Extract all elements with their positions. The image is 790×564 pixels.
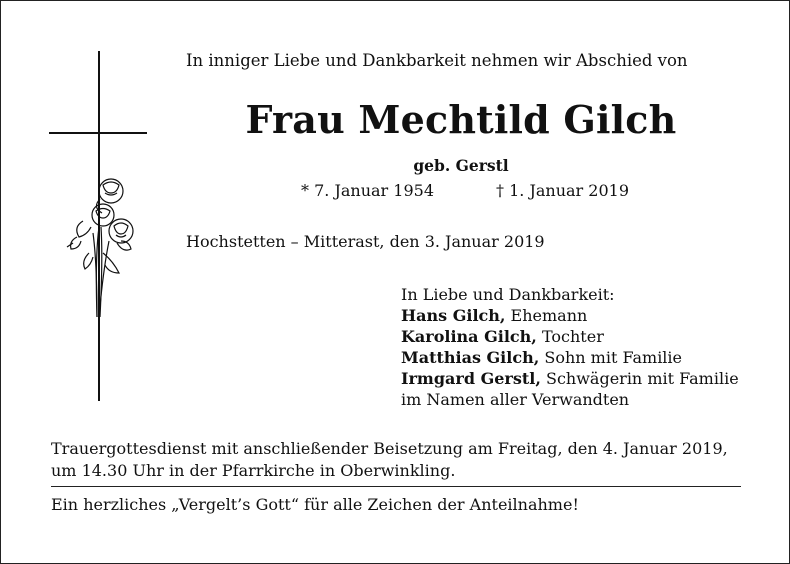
mourners-footer: im Namen aller Verwandten [401, 390, 630, 409]
mourner-relation: Tochter [536, 327, 604, 346]
mourner-name: Hans Gilch, [401, 306, 506, 325]
list-item [401, 305, 739, 326]
service-info [51, 438, 728, 482]
mourners-block [401, 284, 739, 410]
mourner-name: Irmgard Gerstl, [401, 369, 541, 388]
list-item [401, 347, 739, 368]
mourners-heading: In Liebe und Dankbarkeit: [401, 285, 615, 304]
death-date: † 1. Januar 2019 [496, 181, 629, 200]
mourner-name: Matthias Gilch, [401, 348, 540, 367]
mourner-relation: Ehemann [505, 306, 588, 325]
mourner-name: Karolina Gilch, [401, 327, 537, 346]
deceased-name: Frau Mechtild Gilch [245, 97, 677, 142]
place-and-date: Hochstetten – Mitterast, den 3. Januar 2019 [186, 232, 545, 251]
birth-date: * 7. Januar 1954 [301, 181, 434, 200]
service-line: Trauergottesdienst mit anschließender Beisetzung am Freitag, den 4. Januar 2019, [51, 439, 728, 458]
service-line: um 14.30 Uhr in der Pfarrkirche in Oberwinkling. [51, 461, 456, 480]
mourner-relation: Schwägerin mit Familie [540, 369, 739, 388]
roses-icon [63, 173, 143, 323]
list-item [401, 368, 739, 389]
maiden-name: geb. Gerstl [413, 156, 509, 175]
divider [51, 486, 741, 487]
intro-text: In inniger Liebe und Dankbarkeit nehmen wir Abschied von [186, 51, 688, 70]
mourner-relation: Sohn mit Familie [539, 348, 683, 367]
list-item [401, 326, 739, 347]
thanks-text: Ein herzliches „Vergelt’s Gott“ für alle Zeichen der Anteilnahme! [51, 495, 579, 514]
